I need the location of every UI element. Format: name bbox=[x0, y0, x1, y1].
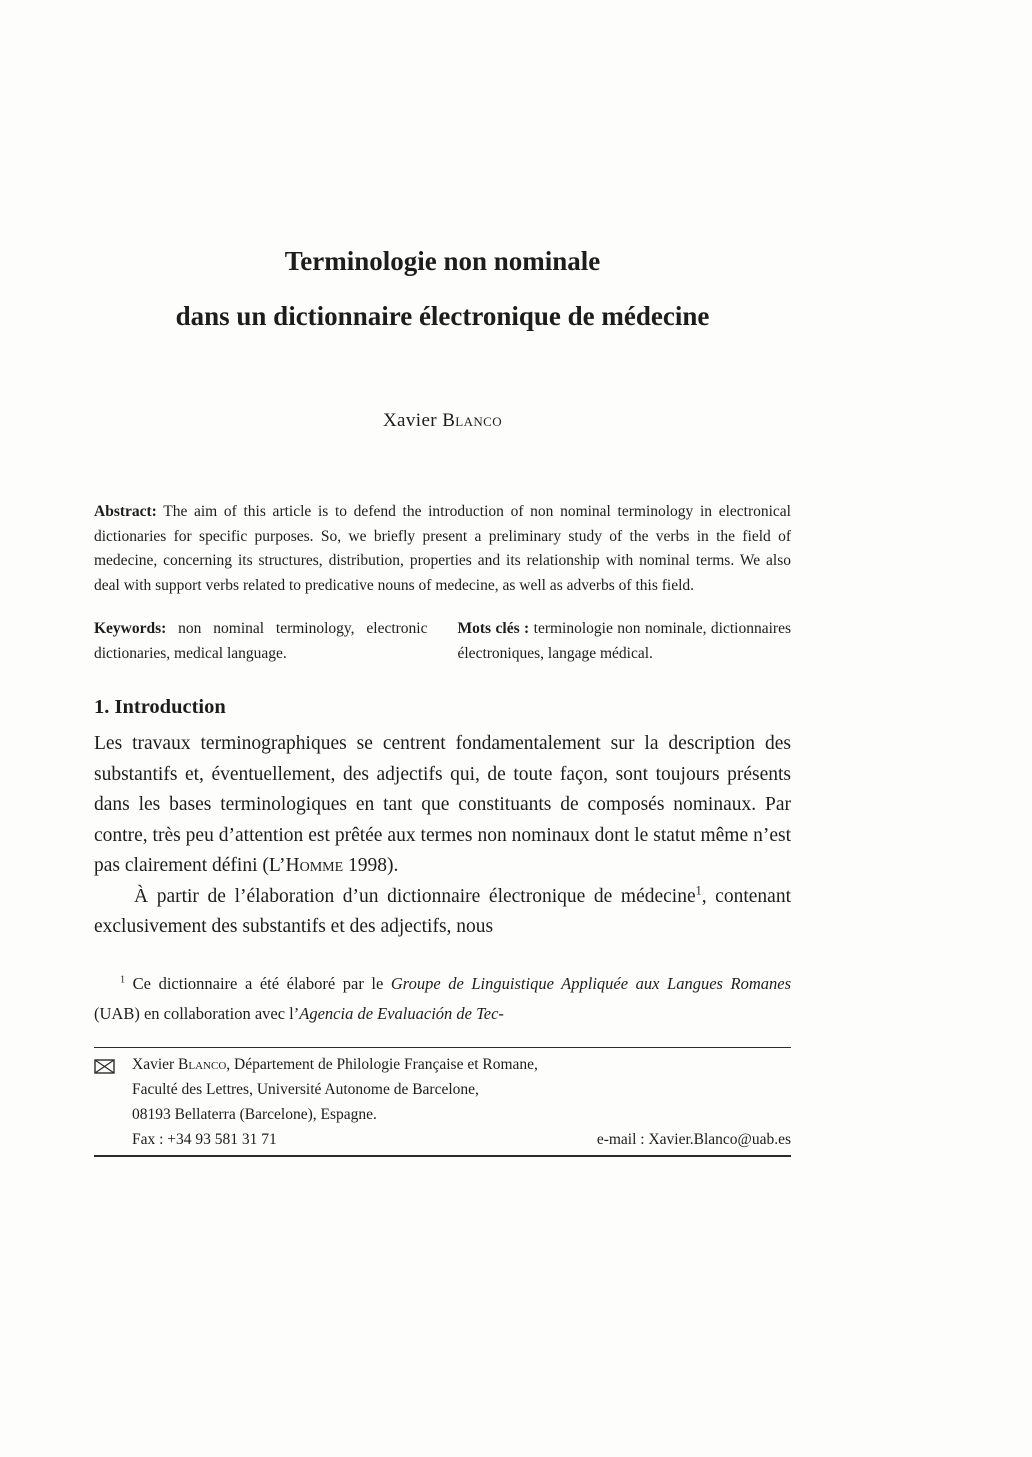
contact-lines bbox=[132, 1052, 791, 1152]
contact-first-name: Xavier bbox=[132, 1055, 179, 1073]
content-column bbox=[94, 0, 791, 1157]
contact-address-line: Faculté des Lettres, Université Autonome de Barcelone, bbox=[132, 1080, 479, 1098]
keywords-fr-label: Mots clés : bbox=[457, 620, 530, 637]
paragraph-1-text: Les travaux terminographiques se centrent fondamentalement sur la description des substantifs et, éventuellement, des adjectifs qui, de toute façon, sont toujours présents dans les bases terminologiques en tant que constituants de composés nominaux. Par contre, très peu d’attention est prêtée aux termes non nominaux dont le statut même n’est pas clairement défini (L’ bbox=[94, 733, 791, 876]
footnote-marker: 1 bbox=[120, 974, 126, 985]
section-heading-introduction: 1. Introduction bbox=[94, 696, 226, 718]
footnote-text-mid: (UAB) en collaboration avec l’ bbox=[94, 1003, 300, 1023]
envelope-icon bbox=[94, 1052, 132, 1152]
intro-paragraph-1 bbox=[94, 729, 791, 882]
keywords-en bbox=[94, 616, 428, 666]
keywords-row bbox=[94, 616, 791, 666]
footnote-text: Ce dictionnaire a été élaboré par le bbox=[125, 973, 391, 993]
paper-title bbox=[94, 0, 791, 330]
keywords-en-label: Keywords: bbox=[94, 620, 167, 637]
contact-bottom-rule bbox=[94, 1155, 791, 1157]
paragraph-2-text-end: , contenant exclusivement des substantifs et des adjectifs, nous bbox=[94, 885, 791, 937]
contact-row bbox=[94, 1048, 791, 1155]
title-line-2: dans un dictionnaire électronique de médecine bbox=[175, 301, 710, 331]
footnote-reference: 1 bbox=[695, 883, 702, 897]
fax-number: Fax : +34 93 581 31 71 bbox=[132, 1130, 277, 1148]
title-line-1: Terminologie non nominale bbox=[284, 246, 601, 276]
keywords-fr bbox=[458, 616, 792, 666]
footnote-italic-group-name: Groupe de Linguistique Appliquée aux Langues Romanes bbox=[390, 973, 791, 993]
paragraph-1-citation-name: Homme bbox=[285, 855, 344, 876]
paragraph-1-text-end: 1998). bbox=[343, 855, 399, 876]
fax-email-line bbox=[132, 1127, 791, 1152]
abstract-label: Abstract: bbox=[94, 503, 157, 520]
contact-block bbox=[94, 1047, 791, 1157]
footnote-italic-agency-name: Agencia de Evaluación de Tec- bbox=[299, 1003, 504, 1023]
paragraph-2-text: À partir de l’élaboration d’un dictionnaire électronique de médecine bbox=[134, 885, 696, 907]
author-name bbox=[94, 410, 791, 432]
intro-paragraph-2 bbox=[94, 882, 791, 943]
abstract bbox=[94, 500, 791, 598]
contact-name-line bbox=[132, 1052, 791, 1077]
contact-affiliation: , Département de Philologie Française et Romane, bbox=[226, 1055, 538, 1073]
contact-surname: Blanco bbox=[178, 1055, 227, 1073]
keywords-fr-text: terminologie non nominale, dictionnaires électroniques, langage médical. bbox=[457, 620, 791, 662]
keywords-en-text: non nominal terminology, electronic dictionaries, medical language. bbox=[94, 620, 428, 662]
author-surname: Blanco bbox=[442, 410, 503, 431]
email-address: e-mail : Xavier.Blanco@uab.es bbox=[596, 1130, 791, 1148]
abstract-text: The aim of this article is to defend the introduction of non nominal terminology in electronical dictionaries for specific purposes. So, we briefly present a preliminary study of the verbs in the field of medecine, concerning its structures, distribution, properties and its relationship with nominal terms. We also deal with support verbs related to predicative nouns of medecine, as well as adverbs of this field. bbox=[94, 503, 791, 594]
footnote-1 bbox=[94, 969, 791, 1029]
contact-city-line: 08193 Bellaterra (Barcelone), Espagne. bbox=[132, 1105, 377, 1123]
author-first-name: Xavier bbox=[382, 410, 443, 431]
